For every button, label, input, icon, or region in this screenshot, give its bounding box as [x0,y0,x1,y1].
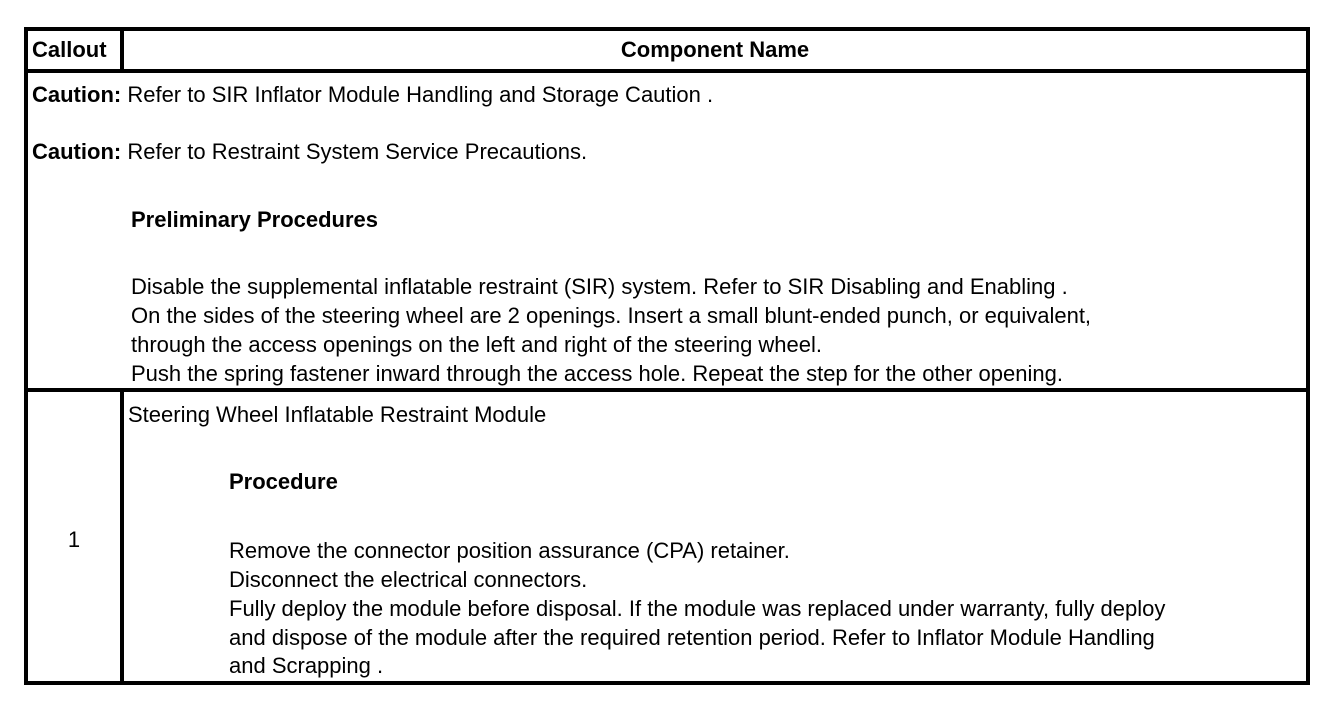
procedure-line: Disconnect the electrical connectors. [229,567,588,592]
preliminary-line: On the sides of the steering wheel are 2 openings. Insert a small blunt-ended punch, or equivalent, [131,303,1092,328]
row1-callout [28,525,120,554]
preliminary-line: through the access openings on the left and right of the steering wheel. [131,332,823,357]
preliminary-line: Disable the supplemental inflatable restraint (SIR) system. Refer to SIR Disabling and Enabling . [131,274,1068,299]
procedure-line: Fully deploy the module before disposal. If the module was replaced under warranty, fully deploy [229,596,1166,621]
row1-column-divider [120,392,124,681]
row-divider [28,388,1306,392]
header-component-name [124,35,1306,64]
procedure-title: Procedure [229,469,338,494]
caution-1 [32,80,713,109]
row1-component: Steering Wheel Inflatable Restraint Module [128,402,547,427]
components-table [24,27,1310,685]
caution-1-label: Caution: [32,82,122,107]
header-callout: Callout [32,37,107,62]
caution-2 [32,137,587,166]
header-divider [28,69,1306,73]
caution-2-label: Caution: [32,139,122,164]
procedure-line: and dispose of the module after the required retention period. Refer to Inflator Module Handling [229,625,1155,650]
caution-2-text: Refer to Restraint System Service Precautions. [127,139,588,164]
caution-1-text: Refer to SIR Inflator Module Handling and Storage Caution . [127,82,714,107]
procedure-line: and Scrapping . [229,653,384,678]
procedure-line: Remove the connector position assurance (CPA) retainer. [229,538,790,563]
row1-callout-value: 1 [67,527,81,552]
header-component-name-text: Component Name [620,37,810,62]
preliminary-title: Preliminary Procedures [131,207,379,232]
preliminary-line: Push the spring fastener inward through the access hole. Repeat the step for the other opening. [131,361,1063,386]
